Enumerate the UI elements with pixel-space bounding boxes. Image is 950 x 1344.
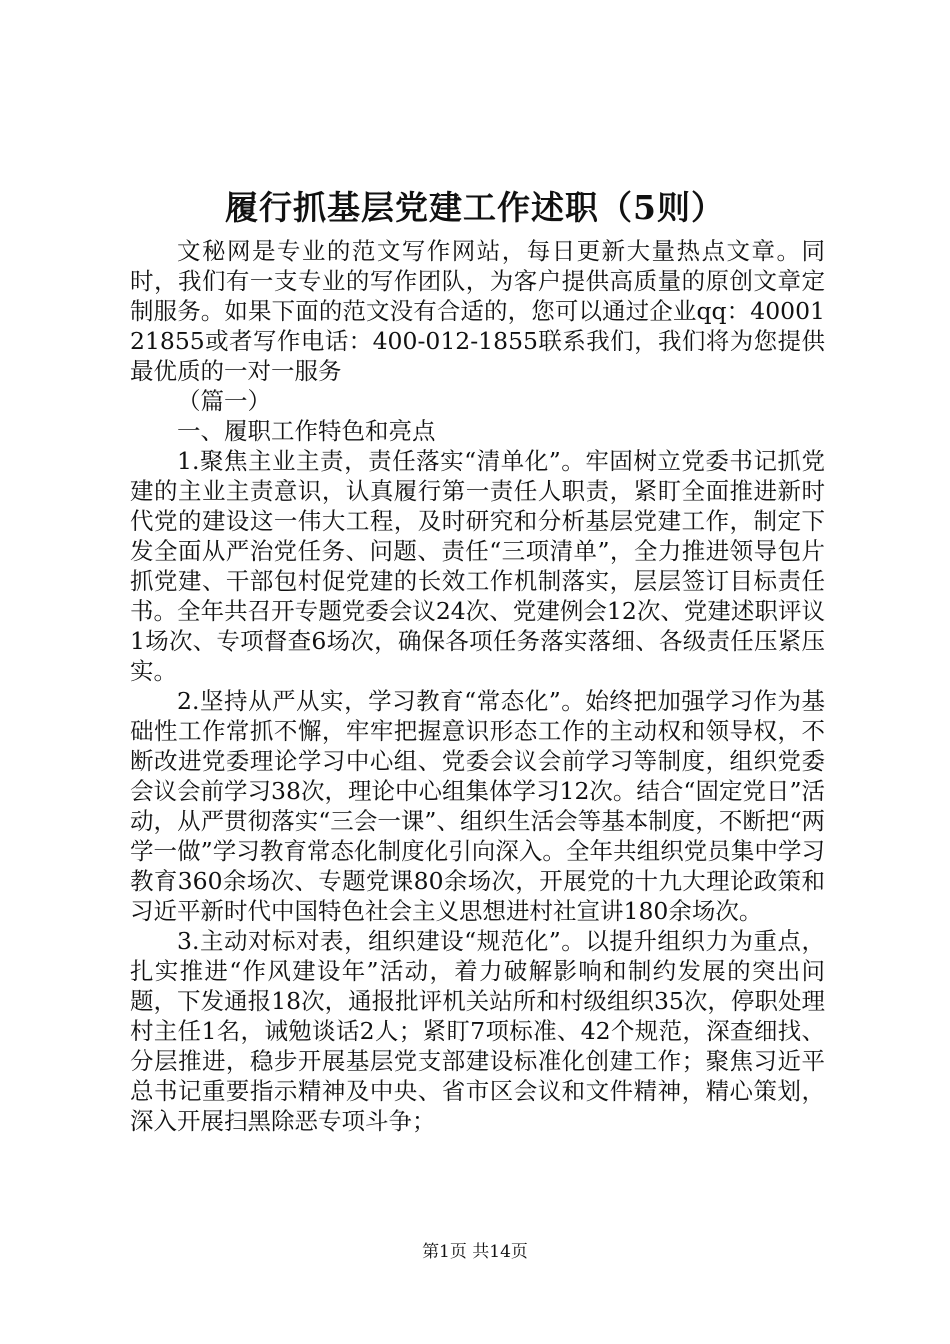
body-paragraph: 2.坚持从严从实，学习教育“常态化”。始终把加强学习作为基础性工作常抓不懈，牢牢把握意识形态工作的主动权和领导权，不断改进党委理论学习中心组、党委会议会前学习等制度，组织党委会议会前学习38次，理论中心组集体学习12次。结合“固定党日”活动，从严贯彻落实“三会一课”、组织生活会等基本制度，不断把“两学一做”学习教育常态化制度化引向深入。全年共组织党员集中学习教育360余场次、专题党课80余场次，开展党的十九大理论政策和习近平新时代中国特色社会主义思想进村社宣讲180余场次。 <box>130 687 825 925</box>
page-footer: 第1页 共14页 <box>422 1242 528 1262</box>
body-paragraph: 1.聚焦主业主责，责任落实“清单化”。牢固树立党委书记抓党建的主业主责意识，认真履行第一责任人职责，紧盯全面推进新时代党的建设这一伟大工程，及时研究和分析基层党建工作，制定下发全面从严治党任务、问题、责任“三项清单”，全力推进领导包片抓党建、干部包村促党建的长效工作机制落实，层层签订目标责任书。全年共召开专题党委会议24次、党建例会12次、党建述职评议1场次、专项督查6场次，确保各项任务落实落细、各级责任压紧压实。 <box>130 447 825 685</box>
document-body <box>130 236 825 1136</box>
document-title: 履行抓基层党建工作述职（5则） <box>225 188 725 227</box>
section-heading: 一、履职工作特色和亮点 <box>177 417 436 445</box>
section-label: （篇一） <box>177 387 271 415</box>
body-paragraph: 3.主动对标对表，组织建设“规范化”。以提升组织力为重点，扎实推进“作风建设年”活动，着力破解影响和制约发展的突出问题，下发通报18次，通报批评机关站所和村级组织35次，停职处理村主任1名，诫勉谈话2人；紧盯7项标准、42个规范，深查细找、分层推进，稳步开展基层党支部建设标准化创建工作；聚焦习近平总书记重要指示精神及中央、省市区会议和文件精神，精心策划，深入开展扫黑除恶专项斗争； <box>130 927 825 1135</box>
intro-paragraph: 文秘网是专业的范文写作网站，每日更新大量热点文章。同时，我们有一支专业的写作团队，为客户提供高质量的原创文章定制服务。如果下面的范文没有合适的，您可以通过企业qq：4000121855或者写作电话：400-012-1855联系我们，我们将为您提供最优质的一对一服务 <box>130 237 825 385</box>
